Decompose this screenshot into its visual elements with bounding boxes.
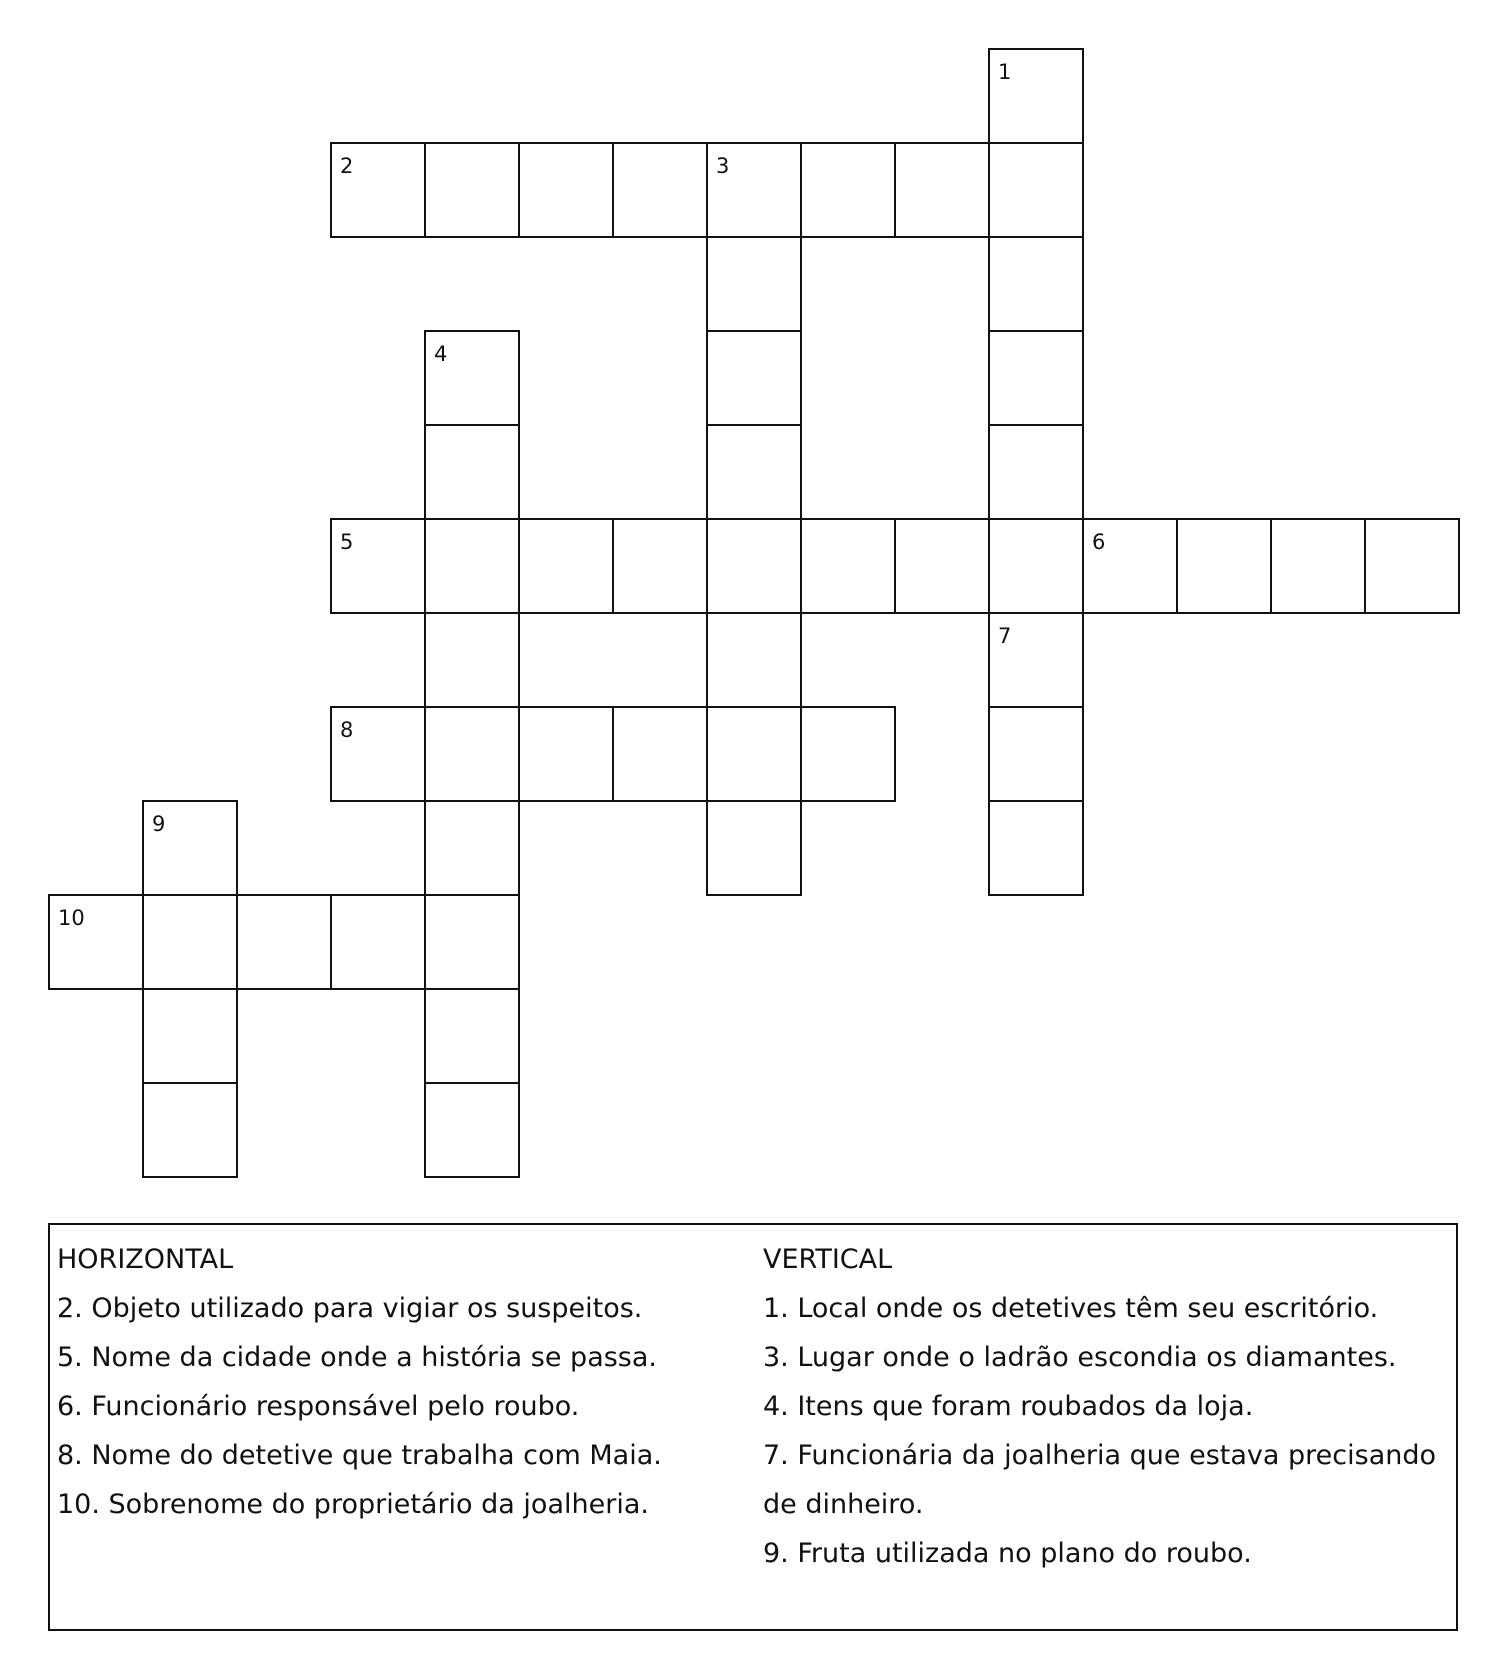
grid-cell[interactable] [800,142,896,238]
grid-cell[interactable] [330,894,426,990]
grid-cell[interactable] [800,706,896,802]
clue-number: 7 [998,624,1012,648]
clue-vertical-4: 4. Itens que foram roubados da loja. [763,1391,1254,1422]
grid-cell[interactable] [1270,518,1366,614]
grid-cell[interactable] [236,894,332,990]
clue-horizontal-8: 8. Nome do detetive que trabalha com Maia. [57,1440,662,1471]
grid-cell[interactable] [988,142,1084,238]
clue-vertical-1: 1. Local onde os detetives têm seu escritório. [763,1293,1379,1324]
clue-number: 10 [58,906,85,930]
grid-cell[interactable] [424,894,520,990]
vertical-heading: VERTICAL [763,1244,893,1275]
clue-vertical-3: 3. Lugar onde o ladrão escondia os diamantes. [763,1342,1397,1373]
grid-cell[interactable] [424,518,520,614]
grid-cell[interactable] [1364,518,1460,614]
grid-cell[interactable] [330,142,426,238]
grid-cell[interactable] [988,330,1084,426]
grid-cell[interactable] [518,706,614,802]
grid-cell[interactable] [142,894,238,990]
horizontal-heading: HORIZONTAL [57,1244,234,1275]
grid-cell[interactable] [894,518,990,614]
grid-cell[interactable] [988,800,1084,896]
grid-cell[interactable] [1176,518,1272,614]
clue-number: 5 [340,530,354,554]
grid-cell[interactable] [706,706,802,802]
grid-cell[interactable] [706,424,802,520]
grid-cell[interactable] [706,800,802,896]
grid-cell[interactable] [424,1082,520,1178]
grid-cell[interactable] [706,236,802,332]
grid-cell[interactable] [988,236,1084,332]
clue-number: 8 [340,718,354,742]
grid-cell[interactable] [988,706,1084,802]
grid-cell[interactable] [330,706,426,802]
grid-cell[interactable] [612,706,708,802]
clue-number: 9 [152,812,166,836]
grid-cell[interactable] [706,330,802,426]
clue-horizontal-5: 5. Nome da cidade onde a história se passa. [57,1342,657,1373]
grid-cell[interactable] [142,988,238,1084]
grid-cell[interactable] [518,518,614,614]
clue-number: 3 [716,154,730,178]
grid-cell[interactable] [142,800,238,896]
horizontal-clues [57,1235,747,1529]
grid-cell[interactable] [894,142,990,238]
grid-cell[interactable] [800,518,896,614]
grid-cell[interactable] [612,142,708,238]
clue-number: 1 [998,60,1012,84]
clue-vertical-9: 9. Fruta utilizada no plano do roubo. [763,1538,1252,1569]
grid-cell[interactable] [988,48,1084,144]
grid-cell[interactable] [424,142,520,238]
grid-cell[interactable] [518,142,614,238]
clue-horizontal-2: 2. Objeto utilizado para vigiar os suspeitos. [57,1293,643,1324]
grid-cell[interactable] [612,518,708,614]
grid-cell[interactable] [424,706,520,802]
grid-cell[interactable] [1082,518,1178,614]
grid-cell[interactable] [424,424,520,520]
vertical-clues [763,1235,1453,1578]
grid-cell[interactable] [330,518,426,614]
grid-cell[interactable] [706,142,802,238]
grid-cell[interactable] [424,330,520,426]
grid-cell[interactable] [988,518,1084,614]
clues-box [48,1223,1458,1631]
grid-cell[interactable] [424,800,520,896]
grid-cell[interactable] [988,612,1084,708]
grid-cell[interactable] [988,424,1084,520]
grid-cell[interactable] [424,988,520,1084]
grid-cell[interactable] [706,612,802,708]
grid-cell[interactable] [142,1082,238,1178]
grid-cell[interactable] [706,518,802,614]
clue-vertical-7: 7. Funcionária da joalheria que estava precisando de dinheiro. [763,1440,1437,1520]
clue-number: 4 [434,342,448,366]
clue-horizontal-6: 6. Funcionário responsável pelo roubo. [57,1391,580,1422]
clue-number: 2 [340,154,354,178]
clue-number: 6 [1092,530,1106,554]
grid-cell[interactable] [48,894,144,990]
grid-cell[interactable] [424,612,520,708]
clue-horizontal-10: 10. Sobrenome do proprietário da joalheria. [57,1489,649,1520]
